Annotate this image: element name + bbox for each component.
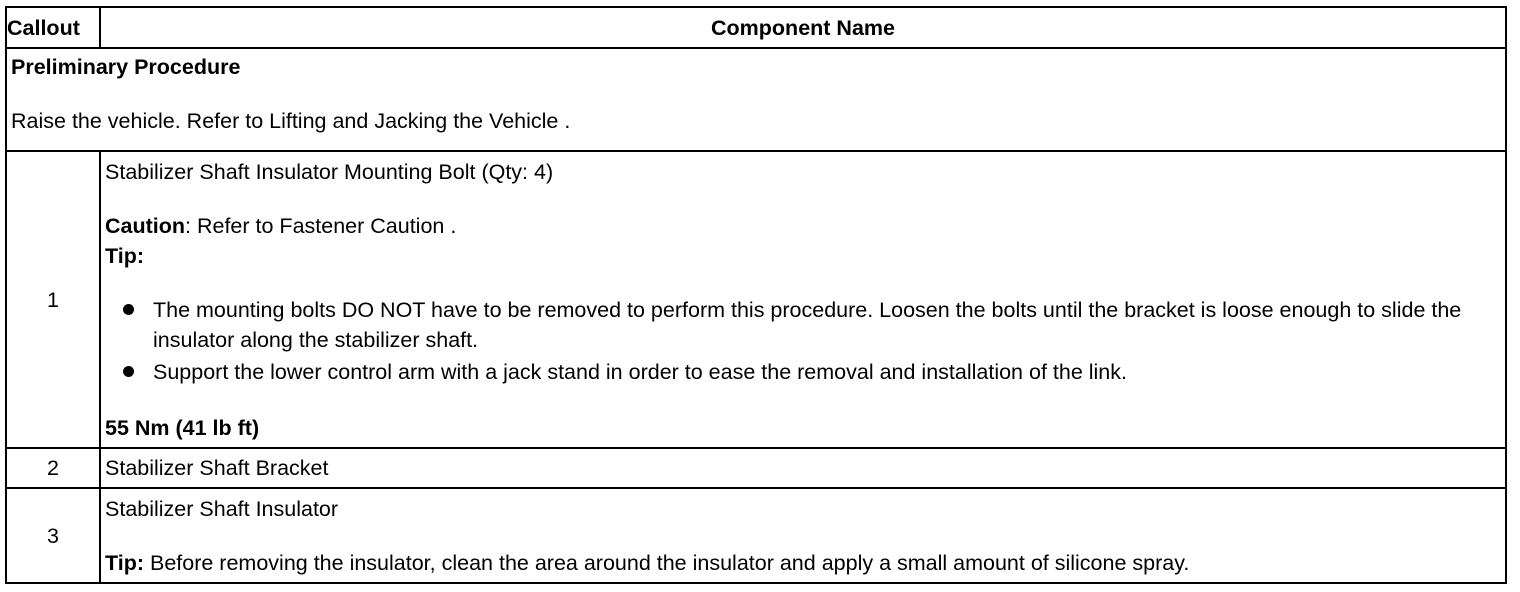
component-name-cell xyxy=(100,151,1506,448)
component-name: Stabilizer Shaft Insulator xyxy=(105,497,339,521)
component-name: Stabilizer Shaft Bracket xyxy=(105,456,329,480)
table-row xyxy=(6,488,1506,583)
tip-note xyxy=(105,548,1501,578)
torque-spec: 55 Nm (41 lb ft) xyxy=(105,416,260,440)
caution-note xyxy=(105,211,1501,241)
tip-label: Tip: xyxy=(105,551,145,575)
list-item xyxy=(105,357,1501,387)
component-name: Stabilizer Shaft Insulator Mounting Bolt (Qty: 4) xyxy=(105,160,554,184)
component-name-cell xyxy=(100,448,1506,488)
bullet-icon xyxy=(123,304,134,315)
component-table xyxy=(5,6,1507,584)
tip-text: Support the lower control arm with a jack stand in order to ease the removal and installation of the link. xyxy=(153,360,1127,384)
caution-label: Caution xyxy=(105,214,186,238)
preliminary-procedure-text: Raise the vehicle. Refer to Lifting and Jacking the Vehicle . xyxy=(11,109,571,133)
tip-text: The mounting bolts DO NOT have to be removed to perform this procedure. Loosen the bolts until the bracket is loose enough to slide the insulator along the stabilizer shaft. xyxy=(153,298,1462,352)
table-header-row xyxy=(6,7,1506,48)
preliminary-procedure-row xyxy=(6,48,1506,151)
callout-header: Callout xyxy=(6,7,100,48)
tip-text: Before removing the insulator, clean the area around the insulator and apply a small amount of silicone spray. xyxy=(144,551,1190,575)
table-row xyxy=(6,151,1506,448)
component-name-cell xyxy=(100,488,1506,583)
table-row xyxy=(6,448,1506,488)
callout-number: 1 xyxy=(6,151,100,448)
callout-number: 3 xyxy=(6,488,100,583)
preliminary-procedure-title: Preliminary Procedure xyxy=(11,55,241,79)
component-name-header: Component Name xyxy=(100,7,1506,48)
list-item xyxy=(105,295,1501,355)
bullet-icon xyxy=(123,366,134,377)
tip-list xyxy=(105,295,1501,387)
caution-text: : Refer to Fastener Caution . xyxy=(185,214,457,238)
preliminary-procedure-cell xyxy=(6,48,1506,151)
callout-number: 2 xyxy=(6,448,100,488)
tip-label: Tip: xyxy=(105,244,145,268)
